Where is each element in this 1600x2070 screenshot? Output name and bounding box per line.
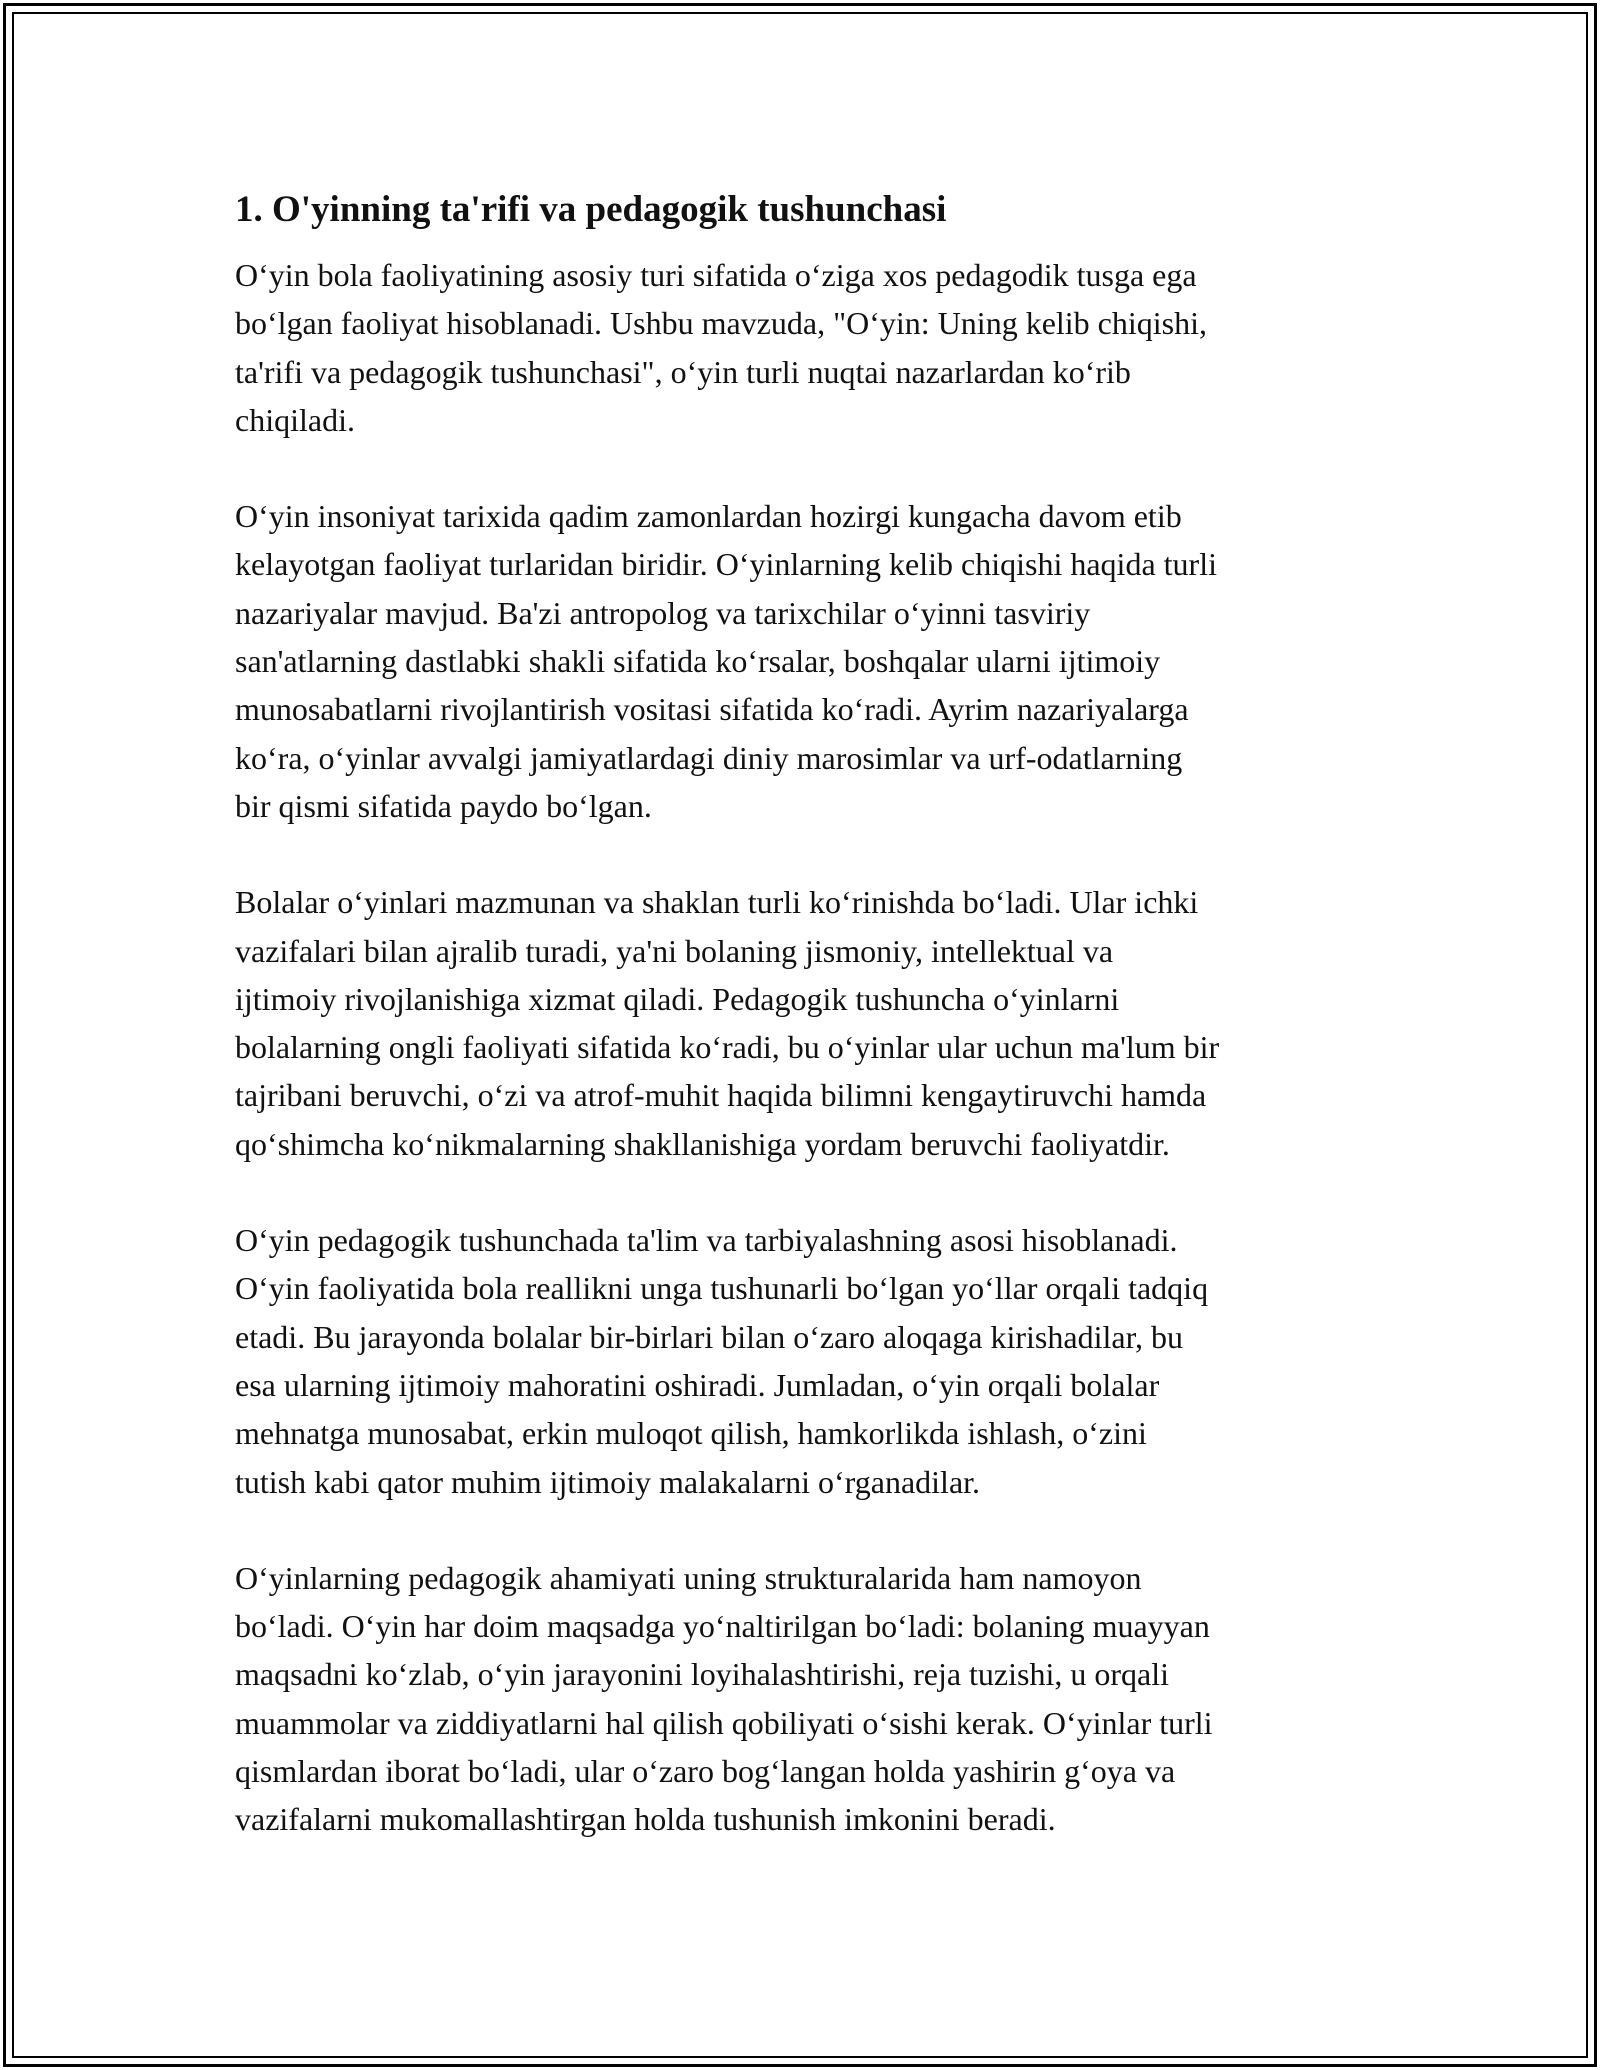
text-line: esa ularning ijtimoiy mahoratini oshiradi. Jumladan, o‘yin orqali bolalar	[235, 1366, 1160, 1403]
text-line: vazifalari bilan ajralib turadi, ya'ni bolaning jismoniy, intellektual va	[235, 932, 1114, 969]
paragraph-spacer	[235, 1506, 1375, 1554]
text-line: san'atlarning dastlabki shakli sifatida ko‘rsalar, boshqalar ularni ijtimoiy	[235, 643, 1161, 680]
text-line: bo‘lgan faoliyat hisoblanadi. Ushbu mavzuda, "O‘yin: Uning kelib chiqishi,	[235, 305, 1207, 342]
section-heading: 1. O'yinning ta'rifi va pedagogik tushunchasi	[235, 189, 947, 230]
text-line: O‘yin faoliyatida bola reallikni unga tushunarli bo‘lgan yo‘llar orqali tadqiq	[235, 1270, 1209, 1307]
text-line: nazariyalar mavjud. Ba'zi antropolog va tarixchilar o‘yinni tasviriy	[235, 594, 1091, 631]
paragraph-4	[235, 1216, 1375, 1506]
paragraph-3	[235, 878, 1375, 1168]
text-line: mehnatga munosabat, erkin muloqot qilish, hamkorlikda ishlash, o‘zini	[235, 1415, 1147, 1452]
text-line: munosabatlarni rivojlantirish vositasi sifatida ko‘radi. Ayrim nazariyalarga	[235, 691, 1189, 728]
text-line: kelayotgan faoliyat turlaridan biridir. O‘yinlarning kelib chiqishi haqida turli	[235, 546, 1217, 583]
paragraph-spacer	[235, 1168, 1375, 1216]
text-line: tutish kabi qator muhim ijtimoiy malakalarni o‘rganadilar.	[235, 1463, 981, 1500]
text-line: vazifalarni mukomallashtirgan holda tushunish imkonini beradi.	[235, 1801, 1056, 1838]
paragraph-5	[235, 1554, 1375, 1844]
paragraph-2	[235, 492, 1375, 830]
text-line: maqsadni ko‘zlab, o‘yin jarayonini loyihalashtirishi, reja tuzishi, u orqali	[235, 1656, 1169, 1693]
paragraph-spacer	[235, 830, 1375, 878]
document-body	[235, 185, 1375, 1844]
text-line: muammolar va ziddiyatlarni hal qilish qobiliyati o‘sishi kerak. O‘yinlar turli	[235, 1704, 1213, 1741]
text-line: qismlardan iborat bo‘ladi, ular o‘zaro bog‘langan holda yashirin g‘oya va	[235, 1753, 1176, 1790]
text-line: ijtimoiy rivojlanishiga xizmat qiladi. Pedagogik tushuncha o‘yinlarni	[235, 980, 1120, 1017]
text-line: Bolalar o‘yinlari mazmunan va shaklan turli ko‘rinishda bo‘ladi. Ular ichki	[235, 884, 1199, 921]
text-line: ko‘ra, o‘yinlar avvalgi jamiyatlardagi diniy marosimlar va urf-odatlarning	[235, 739, 1183, 776]
text-line: etadi. Bu jarayonda bolalar bir-birlari bilan o‘zaro aloqaga kirishadilar, bu	[235, 1318, 1183, 1355]
text-line: bolalarning ongli faoliyati sifatida ko‘radi, bu o‘yinlar ular uchun ma'lum bir	[235, 1029, 1220, 1066]
paragraph-spacer	[235, 444, 1375, 492]
text-line: bo‘ladi. O‘yin har doim maqsadga yo‘naltirilgan bo‘ladi: bolaning muayyan	[235, 1608, 1210, 1645]
text-line: qo‘shimcha ko‘nikmalarning shakllanishiga yordam beruvchi faoliyatdir.	[235, 1125, 1170, 1162]
text-line: O‘yin bola faoliyatining asosiy turi sifatida o‘ziga xos pedagodik tusga ega	[235, 257, 1197, 293]
text-line: O‘yinlarning pedagogik ahamiyati uning strukturalarida ham namoyon	[235, 1559, 1142, 1596]
text-line: bir qismi sifatida paydo bo‘lgan.	[235, 787, 652, 824]
paragraph-1	[235, 251, 1375, 444]
text-line: tajribani beruvchi, o‘zi va atrof-muhit haqida bilimni kengaytiruvchi hamda	[235, 1077, 1207, 1114]
text-line: O‘yin pedagogik tushunchada ta'lim va tarbiyalashning asosi hisoblanadi.	[235, 1222, 1178, 1259]
text-line: ta'rifi va pedagogik tushunchasi", o‘yin turli nuqtai nazarlardan ko‘rib	[235, 353, 1131, 390]
text-line: O‘yin insoniyat tarixida qadim zamonlardan hozirgi kungacha davom etib	[235, 498, 1182, 535]
text-line: chiqiladi.	[235, 401, 355, 438]
